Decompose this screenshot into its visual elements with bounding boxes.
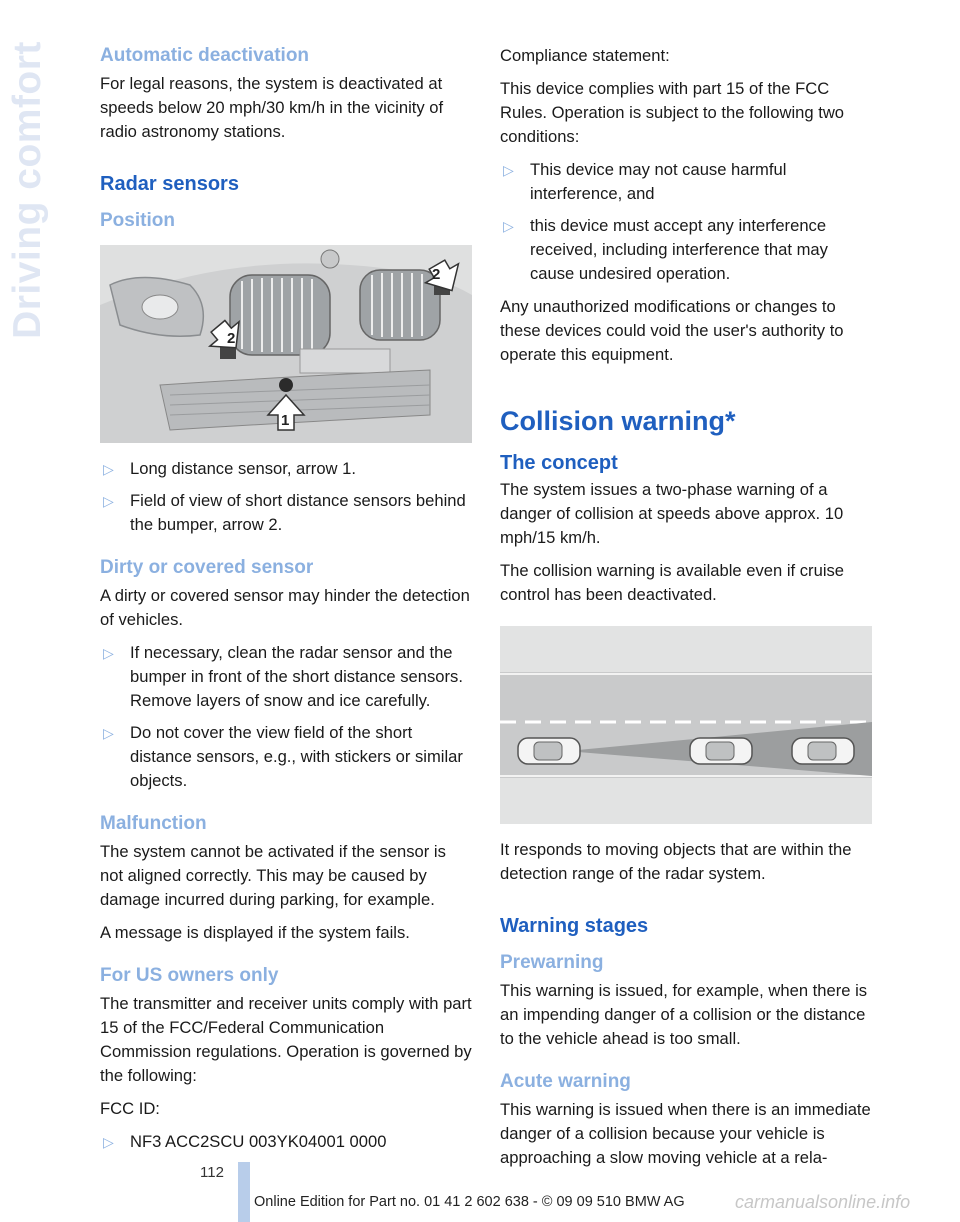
list-item: ▷ NF3 ACC2SCU 003YK04001 0000 [100, 1130, 472, 1154]
heading-prewarning: Prewarning [500, 952, 604, 973]
acute-warning-text: This warning is issued when there is an immediate danger of a collision because your vehicle is approaching a slow moving vehicle at a rela- [500, 1100, 871, 1167]
arrow-label-2-right: 2 [432, 266, 441, 283]
text-automatic-deactivation: For legal reasons, the system is deactivated at speeds below 20 mph/30 km/h in the vicinity of radio astronomy stations. [100, 74, 444, 141]
list-item: ▷ Field of view of short distance sensors behind the bumper, arrow 2. [103, 491, 466, 534]
triangle-bullet-icon: ▷ [103, 725, 114, 741]
compliance-text: This device complies with part 15 of the FCC Rules. Operation is subject to the following two conditions: [500, 79, 845, 146]
chapter-title-text: Driving comfort [6, 41, 50, 339]
page-number: 112 [200, 1164, 224, 1181]
triangle-bullet-icon: ▷ [103, 493, 114, 509]
after-figure-text: It responds to moving objects that are within the detection range of the radar system. [500, 840, 852, 883]
concept-text-2: The collision warning is available even if cruise control has been deactivated. [500, 561, 845, 604]
right-column [500, 44, 872, 1179]
triangle-bullet-icon: ▷ [503, 218, 514, 234]
triangle-bullet-icon: ▷ [503, 162, 514, 178]
compliance-bullet-list [500, 158, 872, 286]
arrow-label-1: 1 [281, 412, 290, 429]
triangle-bullet-icon: ▷ [103, 461, 114, 477]
heading-dirty-sensor: Dirty or covered sensor [100, 557, 314, 578]
vehicle-ahead-1 [690, 738, 752, 764]
text-dirty-sensor: A dirty or covered sensor may hinder the detection of vehicles. [100, 586, 470, 629]
heading-the-concept: The concept [500, 452, 618, 474]
watermark: carmanualsonline.info [735, 1192, 911, 1212]
compliance-text-2: Any unauthorized modifications or changes to these devices could void the user's authority to operate this equipment. [500, 297, 844, 364]
triangle-bullet-icon: ▷ [103, 645, 114, 661]
heading-warning-stages: Warning stages [500, 915, 649, 937]
heading-collision-warning: Collision warning* [500, 406, 736, 436]
fcc-bullet-list [100, 1130, 472, 1154]
heading-automatic-deactivation: Automatic deactivation [100, 45, 310, 66]
arrow-label-2-left: 2 [227, 330, 236, 347]
footer-accent-bar [238, 1162, 250, 1222]
list-item: ▷ Long distance sensor, arrow 1. [100, 457, 472, 481]
heading-position: Position [100, 210, 175, 231]
heading-us-owners: For US owners only [100, 965, 279, 986]
heading-acute-warning: Acute warning [500, 1071, 631, 1092]
concept-text-1: The system issues a two-phase warning of a danger of collision at speeds above approx. 10 mph/15 km/h. [500, 480, 844, 547]
own-vehicle [518, 738, 580, 764]
heading-radar-sensors: Radar sensors [100, 173, 239, 195]
collision-warning-figure [500, 626, 872, 824]
left-column [100, 44, 472, 1163]
radar-sensor-figure [100, 245, 472, 443]
list-item: ▷ Do not cover the view field of the short distance sensors, e.g., with stickers or similar objects. [103, 723, 463, 790]
text-malfunction-1: The system cannot be activated if the sensor is not aligned correctly. This may be caused by damage incurred during parking, for example. [100, 842, 446, 909]
dirty-bullet-list [100, 641, 472, 793]
fcc-id-label: FCC ID: [100, 1099, 160, 1118]
compliance-label: Compliance statement: [500, 46, 670, 65]
prewarning-text: This warning is issued, for example, when there is an impending danger of a collision or the distance to the vehicle ahead is too small. [500, 981, 868, 1048]
radar-bullet-list [100, 457, 472, 537]
sidebar-chapter-title [4, 40, 52, 340]
list-item: ▷ If necessary, clean the radar sensor and the bumper in front of the short distance sensors. Remove layers of snow and ice carefully. [103, 643, 463, 710]
heading-malfunction: Malfunction [100, 813, 207, 834]
list-item: ▷ This device may not cause harmful interference, and [503, 160, 787, 203]
edition-line: Online Edition for Part no. 01 41 2 602 638 - © 09 09 510 BMW AG [254, 1194, 685, 1210]
vehicle-ahead-2 [792, 738, 854, 764]
text-us-owners: The transmitter and receiver units comply with part 15 of the FCC/Federal Communication Commission regulations. Operation is governed by the following: [100, 994, 472, 1085]
text-malfunction-2: A message is displayed if the system fails. [100, 923, 410, 942]
triangle-bullet-icon: ▷ [103, 1134, 114, 1150]
list-item: ▷ this device must accept any interference received, including interference that may cause undesired operation. [503, 216, 828, 283]
